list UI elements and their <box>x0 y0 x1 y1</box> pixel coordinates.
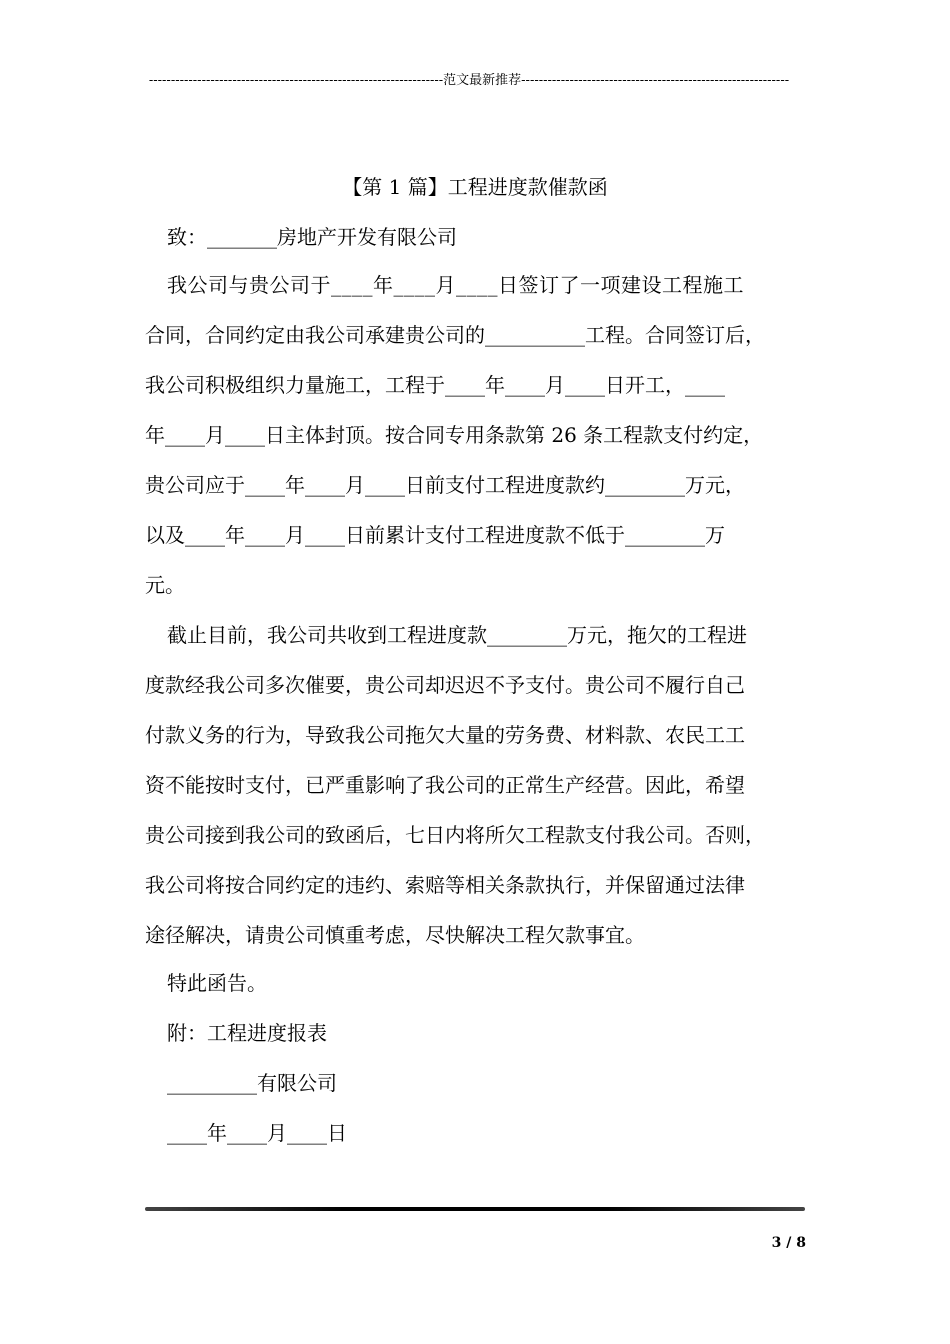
body-line: 贵公司接到我公司的致函后，七日内将所欠工程款支付我公司。否则， <box>145 823 765 847</box>
signature-company: _________有限公司 <box>167 1071 337 1095</box>
body-line: 我公司与贵公司于____年____月____日签订了一项建设工程施工 <box>167 273 744 297</box>
body-line: 贵公司应于____年____月____日前支付工程进度款约________万元， <box>145 473 745 497</box>
body-line: 资不能按时支付，已严重影响了我公司的正常生产经营。因此，希望 <box>145 773 745 797</box>
body-line: 以及____年____月____日前累计支付工程进度款不低于________万 <box>145 523 725 547</box>
body-line: 我公司将按合同约定的违约、索赔等相关条款执行，并保留通过法律 <box>145 873 745 897</box>
body-line: 度款经我公司多次催要，贵公司却迟迟不予支付。贵公司不履行自己 <box>145 673 745 697</box>
page-number: 3 / 8 <box>771 1235 806 1251</box>
body-line: 元。 <box>145 573 185 597</box>
signature-date: ____年____月____日 <box>167 1121 347 1145</box>
attachment-line: 附：工程进度报表 <box>167 1021 327 1045</box>
body-line: 途径解决，请贵公司慎重考虑，尽快解决工程欠款事宜。 <box>145 923 645 947</box>
page-header: -------------------------------------------------------------------范文最新推荐------------------------------------------------------------- <box>148 73 790 88</box>
body-line: 付款义务的行为，导致我公司拖欠大量的劳务费、材料款、农民工工 <box>145 723 745 747</box>
footer-divider <box>145 1207 805 1211</box>
recipient-line: 致：_______房地产开发有限公司 <box>167 225 457 249</box>
document-title: 【第 1 篇】工程进度款催款函 <box>342 175 608 199</box>
body-line: 合同，合同约定由我公司承建贵公司的__________工程。合同签订后， <box>145 323 765 347</box>
body-line: 我公司积极组织力量施工，工程于____年____月____日开工，____ <box>145 373 725 397</box>
closing-statement: 特此函告。 <box>167 971 267 995</box>
body-line: 年____月____日主体封顶。按合同专用条款第 26 条工程款支付约定， <box>145 423 764 447</box>
body-line: 截止目前，我公司共收到工程进度款________万元，拖欠的工程进 <box>167 623 747 647</box>
